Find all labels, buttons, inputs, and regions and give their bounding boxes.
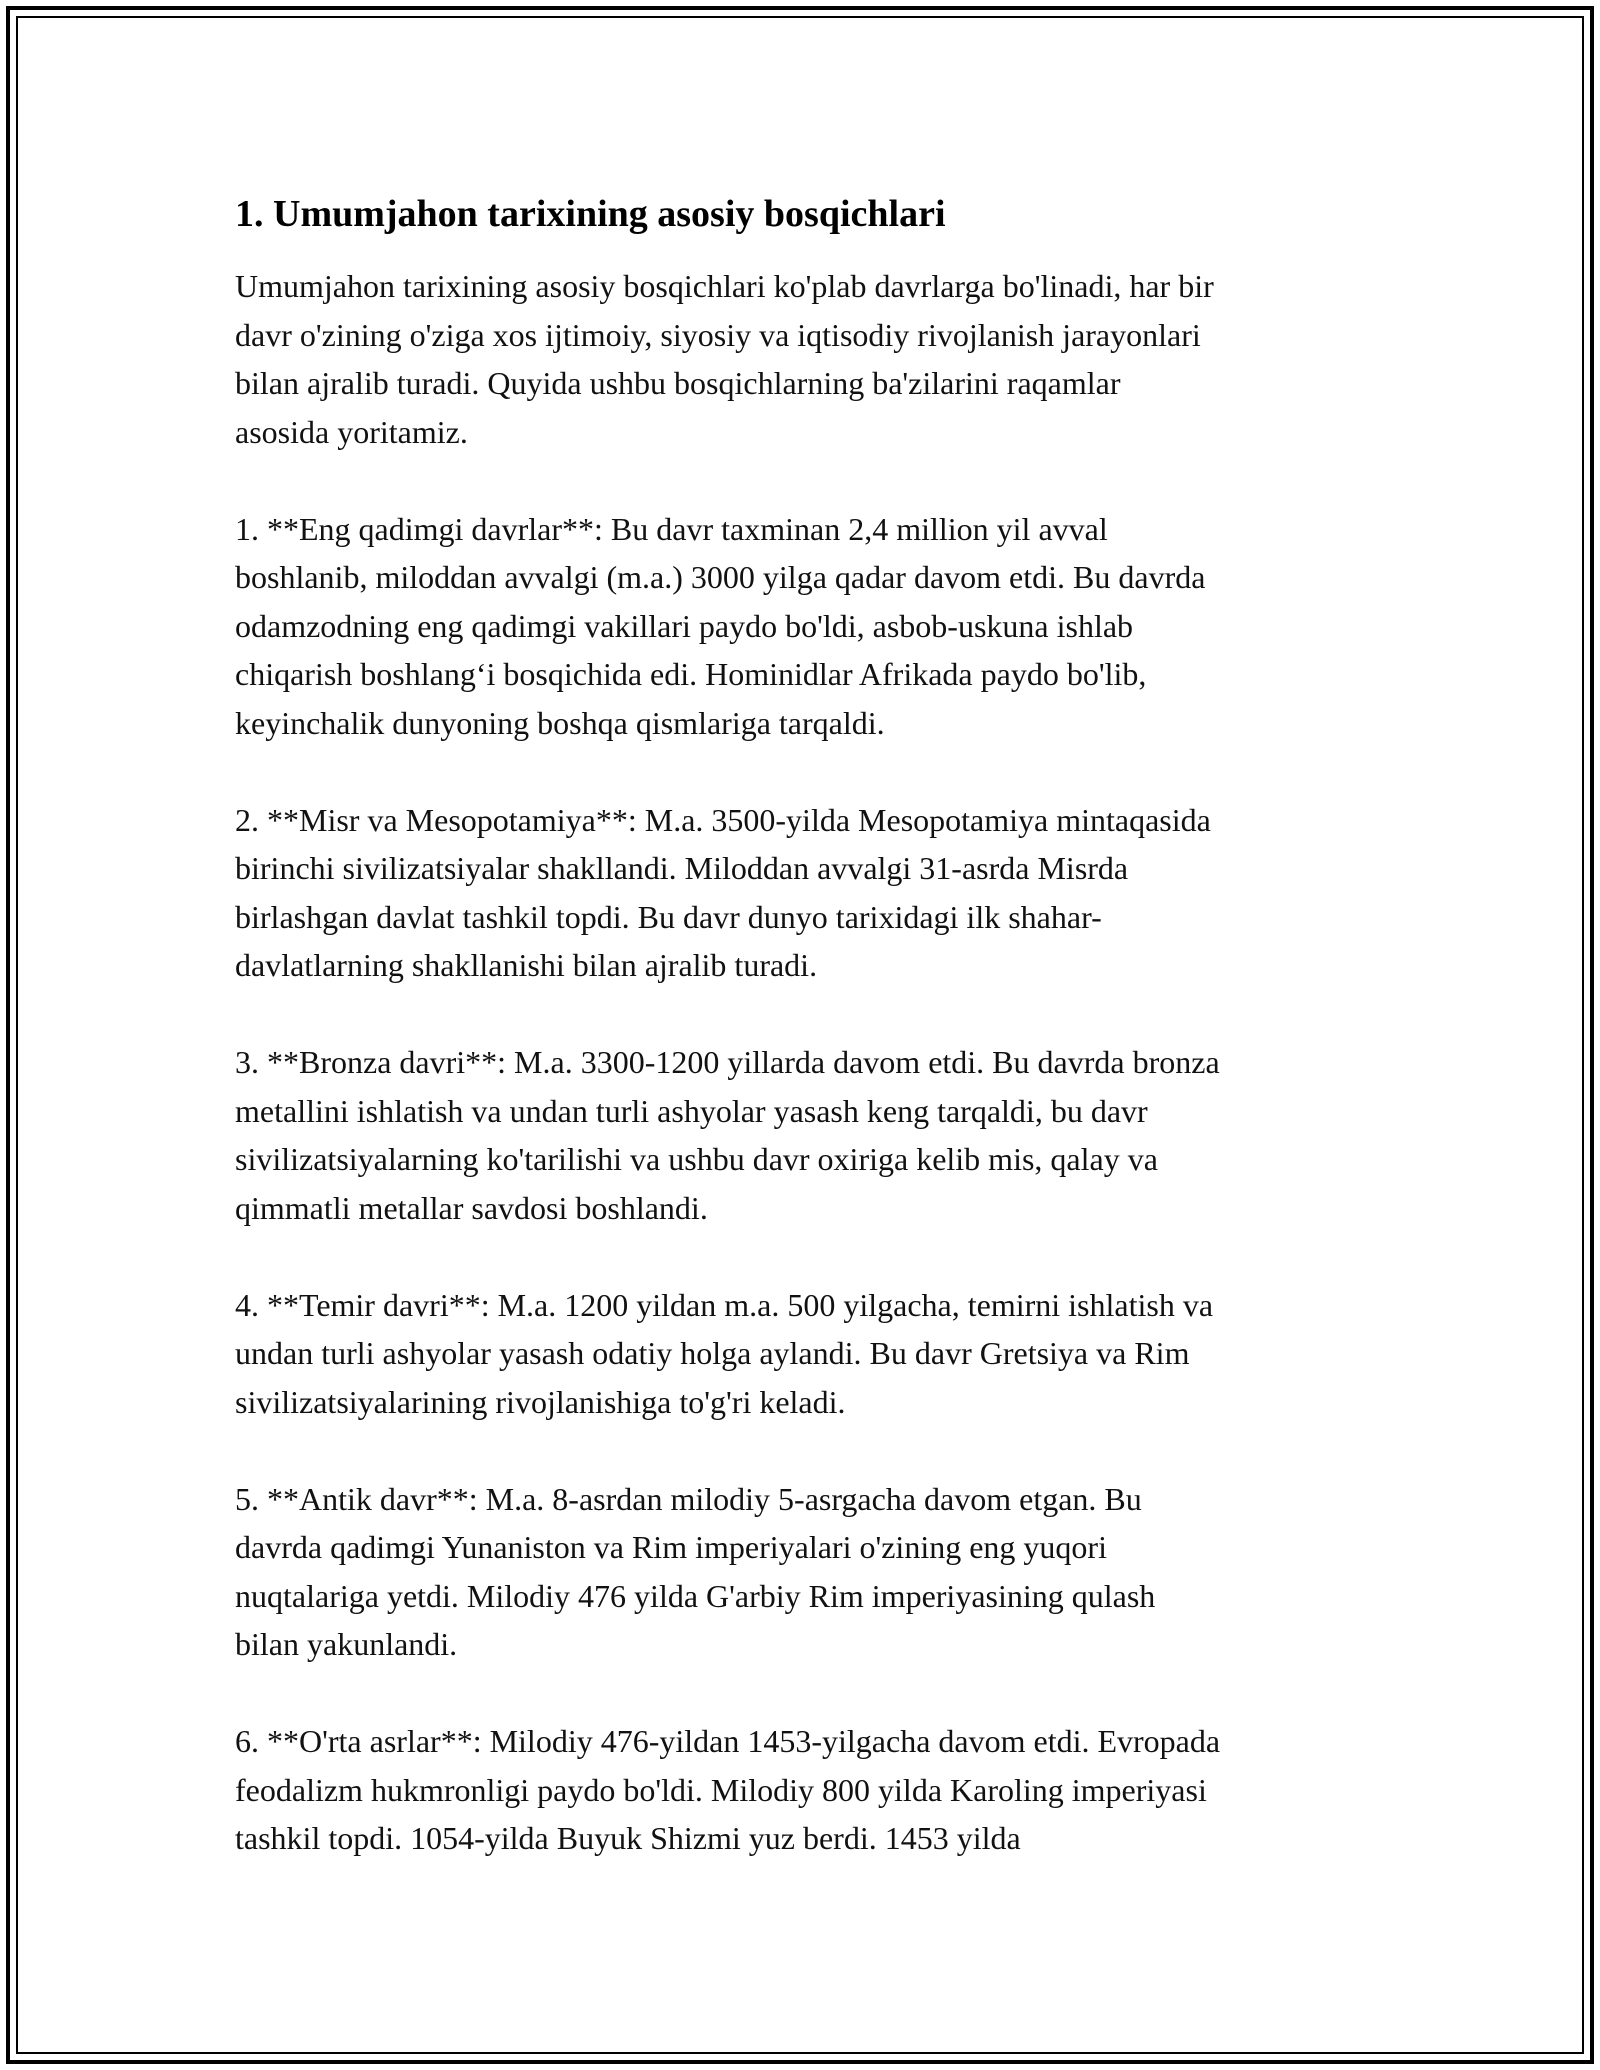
period-paragraph-3: 3. **Bronza davri**: M.a. 3300-1200 yillarda davom etdi. Bu davrda bronza metallini ishlatish va undan turli ashyolar yasash keng tarqaldi, bu davr sivilizatsiyalarning ko'tarilishi va ushbu davr oxiriga kelib mis, qalay va qimmatli metallar savdosi boshlandi. <box>235 1044 1220 1226</box>
period-paragraph-5: 5. **Antik davr**: M.a. 8-asrdan milodiy 5-asrgacha davom etgan. Bu davrda qadimgi Yunaniston va Rim imperiyalari o'zining eng yuqori nuqtalariga yetdi. Milodiy 476 yilda G'arbiy Rim imperiyasining qulash bilan yakunlandi. <box>235 1480 1156 1662</box>
paragraph-spacer <box>235 1232 1375 1281</box>
period-paragraph-4: 4. **Temir davri**: M.a. 1200 yildan m.a. 500 yilgacha, temirni ishlatish va undan turli ashyolar yasash odatiy holga aylandi. Bu davr Gretsiya va Rim sivilizatsiyalarining rivojlanishiga to'g'ri keladi. <box>235 1286 1214 1420</box>
paragraph-spacer <box>235 1669 1375 1718</box>
period-paragraph-6: 6. **O'rta asrlar**: Milodiy 476-yildan 1453-yilgacha davom etdi. Evropada feodalizm hukmronligi paydo bo'ldi. Milodiy 800 yilda Karoling imperiyasi tashkil topdi. 1054-yilda Buyuk Shizmi yuz berdi. 1453 yilda <box>235 1723 1221 1856</box>
period-paragraph-1: 1. **Eng qadimgi davrlar**: Bu davr taxminan 2,4 million yil avval boshlanib, miloddan avvalgi (m.a.) 3000 yilga qadar davom etdi. Bu davrda odamzodning eng qadimgi vakillari paydo bo'ldi, asbob-uskuna ishlab chiqarish boshlang‘i bosqichida edi. Hominidlar Afrikada paydo bo'lib, keyinchalik dunyoning boshqa qismlariga tarqaldi. <box>235 510 1206 741</box>
document-body <box>235 188 1375 1863</box>
period-paragraph-2: 2. **Misr va Mesopotamiya**: M.a. 3500-yilda Mesopotamiya mintaqasida birinchi sivilizatsiyalar shakllandi. Miloddan avvalgi 31-asrda Misrda birlashgan davlat tashkil topdi. Bu davr dunyo tarixidagi ilk shahar- davlatlarning shakllanishi bilan ajralib turadi. <box>235 801 1211 983</box>
paragraph-spacer <box>235 456 1375 505</box>
section-heading: 1. Umumjahon tarixining asosiy bosqichlari <box>235 193 946 235</box>
paragraph-spacer <box>235 1426 1375 1475</box>
intro-paragraph: Umumjahon tarixining asosiy bosqichlari ko'plab davrlarga bo'linadi, har bir davr o'zining o'ziga xos ijtimoiy, siyosiy va iqtisodiy rivojlanish jarayonlari bilan ajralib turadi. Quyida ushbu bosqichlarning ba'zilarini raqamlar asosida yoritamiz. <box>235 268 1214 450</box>
paragraph-spacer <box>235 990 1375 1039</box>
paragraph-spacer <box>235 747 1375 796</box>
